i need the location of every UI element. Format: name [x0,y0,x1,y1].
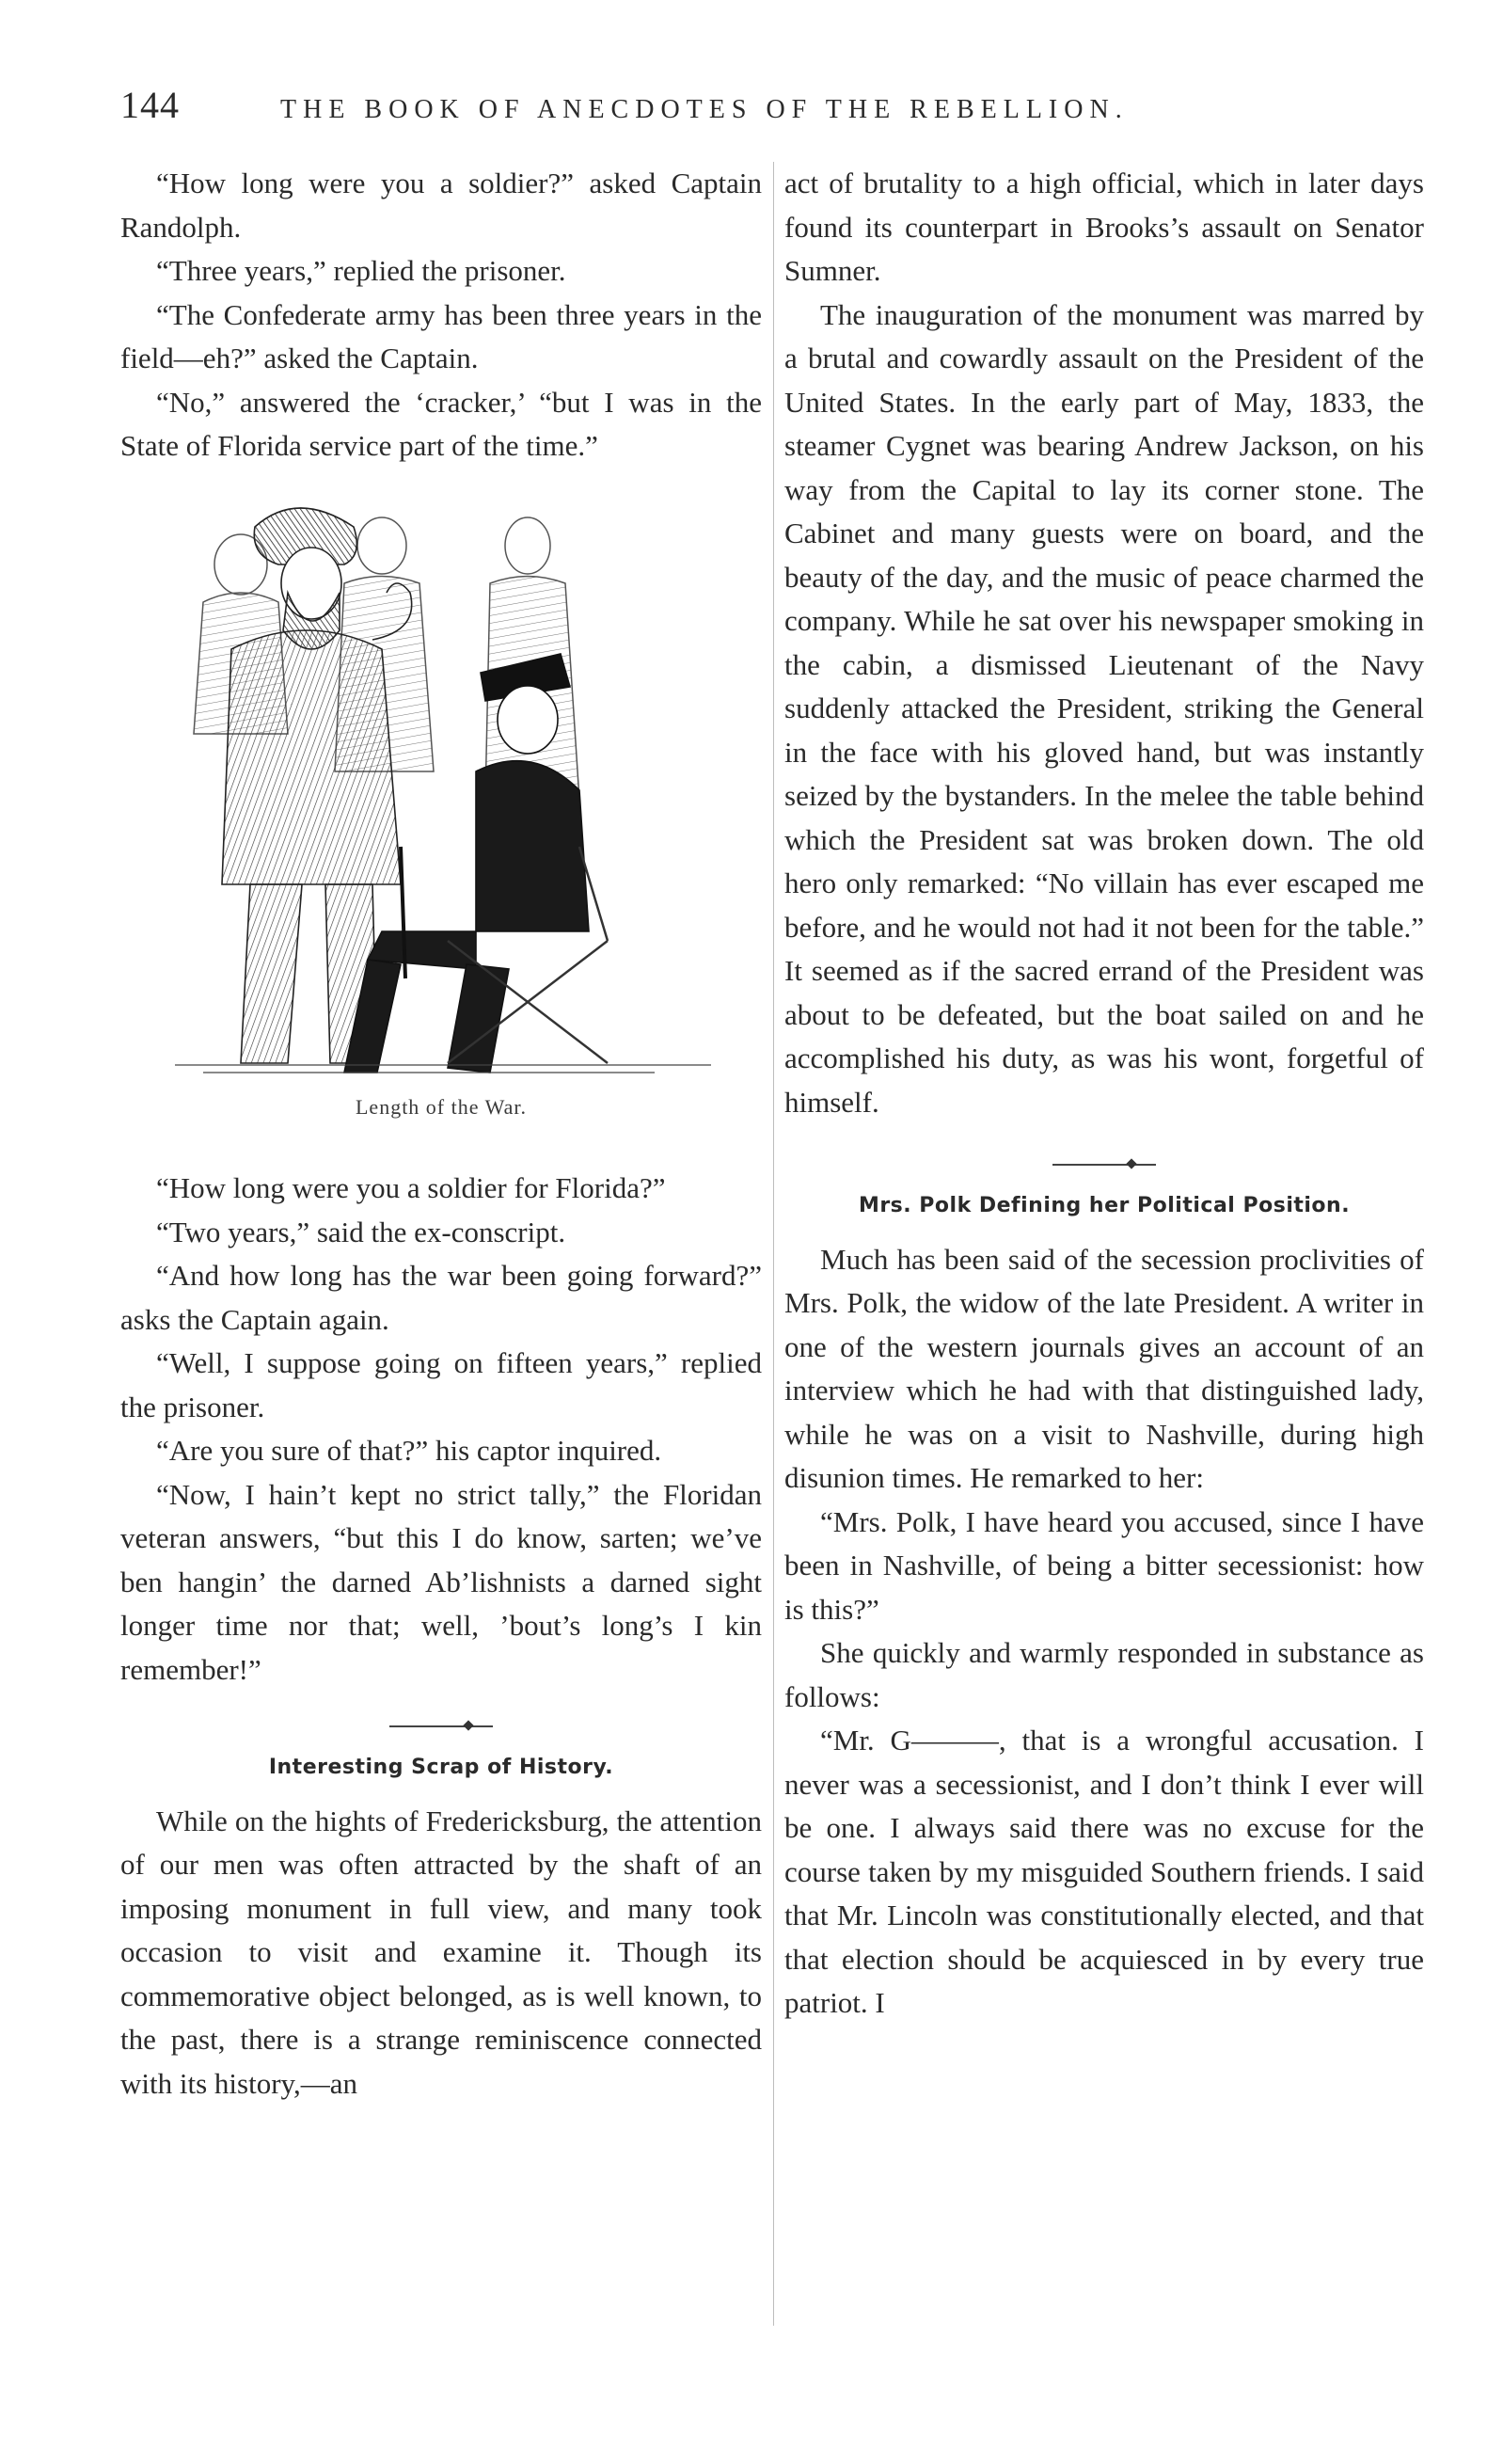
paragraph: While on the hights of Fredericksburg, the attention of our men was often attracted by the shaft of an imposing monument in full view, and many took occasion to visit and examine it. Though its commemorative object belonged, as is well known, to the past, there is a strange reminiscence connected with its history,—an [120,1804,762,2100]
paragraph: The inauguration of the monument was marred by a brutal and cowardly assault on the President of the United States. In the early part of May, 1833, the steamer Cygnet was bearing Andrew Jackson, on his way from the Capital to lay its corner stone. The Cabinet and many guests were on board, and the beauty of the day, and the music of peace charmed the company. While he sat over his newspaper smoking in the cabin, a dismissed Lieutenant of the Navy suddenly attacked the President, striking the General in the face with his gloved hand, but was instantly seized by the bystanders. In the melee the table behind which the President sat was broken down. The old hero only remarked: “No villain has ever escaped me before, and he would not had it not been for the table.” It seemed as if the sacred errand of the President was about to be defeated, but the boat sailed on and he accomplished his duty, as was his wont, forgetful of himself. [784,297,1424,1119]
paragraph: “No,” answered the ‘cracker,’ “but I was in the State of Florida service part of the time.” [120,385,762,462]
paragraph: “Mrs. Polk, I have heard you accused, since I have been in Nashville, of being a bitter secessionist: how is this?” [784,1504,1424,1626]
paragraph: “Are you sure of that?” his captor inquired. [156,1434,662,1467]
section-separator [120,1712,762,1741]
paragraph: She quickly and warmly responded in substance as follows: [784,1636,1424,1713]
left-column [120,162,762,2106]
page-number: 144 [120,84,180,126]
ground [175,1065,711,1073]
paragraph: “The Confederate army has been three years in the field—eh?” asked the Captain. [120,297,762,374]
illustration-figure [166,489,720,1082]
section-separator [784,1151,1424,1179]
engraving-illustration [166,489,720,1082]
paragraph: “And how long has the war been going forward?” asks the Captain again. [120,1259,762,1336]
page-header [120,83,1249,130]
section-heading: Mrs. Polk Defining her Political Position. [858,1194,1351,1217]
paragraph: “Two years,” said the ex-conscript. [156,1215,566,1248]
column-divider [773,162,774,2326]
section-heading: Interesting Scrap of History. [268,1756,614,1779]
right-column [784,162,1424,2026]
paragraph: “Well, I suppose going on fifteen years,” replied the prisoner. [120,1346,762,1423]
figure-caption: Length of the War. [355,1094,527,1119]
paragraph: “How long were you a soldier?” asked Captain Randolph. [120,167,762,244]
paragraph: “Now, I hain’t kept no strict tally,” the Floridan veteran answers, “but this I do know, sarten; we’ve ben hangin’ the darned Ab’lishnists a darned sight longer time nor that; well, ’bout’s long’s I kin remember!” [120,1477,762,1686]
paragraph: Much has been said of the secession proclivities of Mrs. Polk, the widow of the late President. A writer in one of the western journals gives an account of an interview which he had with that distinguished lady, while he was on a visit to Nashville, during high disunion times. He remarked to her: [784,1242,1424,1494]
paragraph: “How long were you a soldier for Florida?” [156,1171,666,1204]
paragraph: “Three years,” replied the prisoner. [156,254,566,287]
paragraph-continuation: act of brutality to a high official, which in later days found its counterpart in Brooks’s assault on Senator Sumner. [784,167,1424,287]
running-head: THE BOOK OF ANECDOTES OF THE REBELLION. [280,95,1129,124]
paragraph: “Mr. G———, that is a wrongful accusation. I never was a secessionist, and I don’t think I ever will be one. I always said there was no excuse for the course taken by my misguided Southern friends. I said that Mr. Lincoln was constitutionally elected, and that that election should be acquiesced in by every true patriot. I [784,1724,1424,2019]
